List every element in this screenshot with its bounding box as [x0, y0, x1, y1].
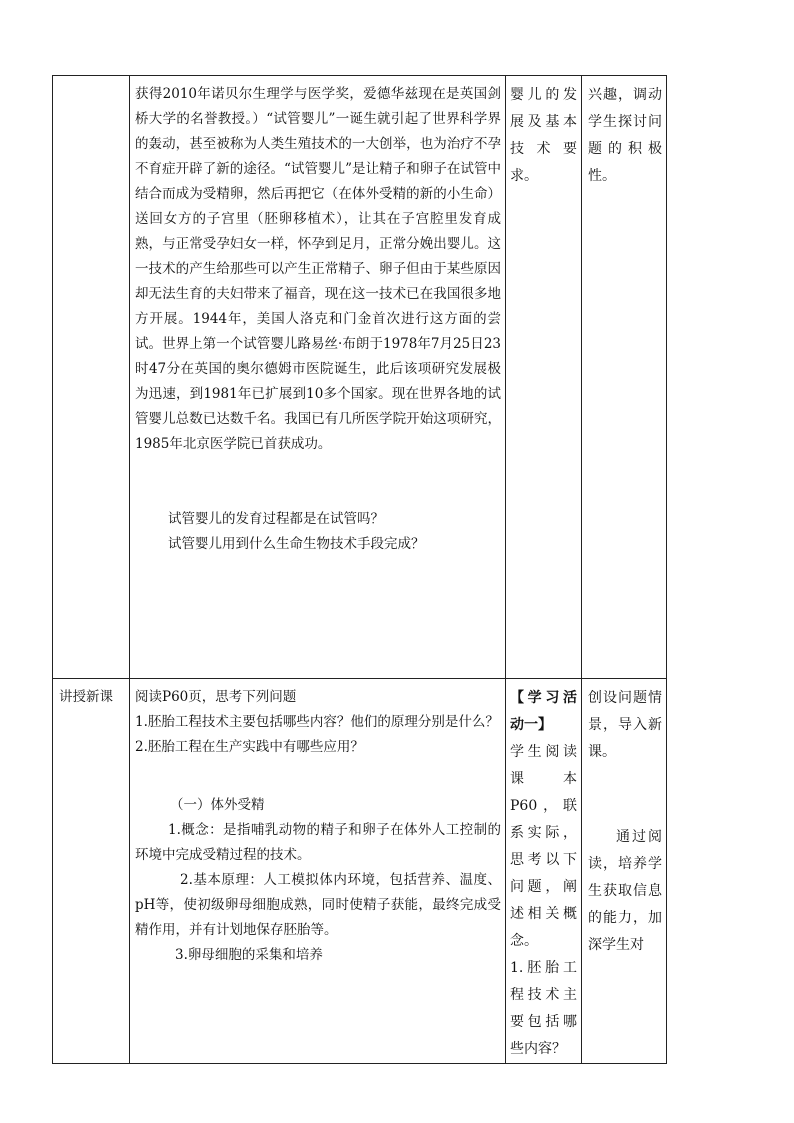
- question-text: 1.胚胎工程技术主要包括哪些内容？他们的原理分别是什么？: [135, 714, 499, 730]
- reading-instruction: 阅读P60页，思考下列问题: [135, 689, 297, 705]
- student-activity-cell: [506, 679, 582, 1064]
- principle-text: 2.基本原理：人工模拟体内环境，包括营养、温度、pH等，使初级卵母细胞成熟，同时使精子获能，最终完成受精作用，并有计划地保存胚胎等。: [135, 872, 501, 938]
- stage-cell: [53, 76, 130, 679]
- content-cell: [130, 679, 506, 1064]
- concept-text: 1.概念：是指哺乳动物的精子和卵子在体外人工控制的环境中完成受精过程的技术。: [135, 822, 501, 863]
- stage-label: [53, 76, 129, 82]
- background-paragraph: 获得2010年诺贝尔生理学与医学奖，爱德华兹现在是英国剑桥大学的名誉教授。）“试管婴儿”一诞生就引起了世界科学界的轰动，甚至被称为人类生殖技术的一大创举，也为治疗不孕不育症开辟了新的途径。“试管婴儿”是让精子和卵子在试管中结合而成为受精卵，然后再把它（在体外受精的新的小生命）送回女方的子宫里（胚卵移植术），让其在子宫腔里发育成熟，与正常受孕妇女一样，怀孕到足月，正常分娩出婴儿。这一技术的产生给那些可以产生正常精子、卵子但由于某些原因却无法生育的夫妇带来了福音，现在这一技术已在我国很多地方开展。1944年，美国人洛克和门金首次进行这方面的尝试。世界上第一个试管婴儿路易丝·布朗于1978年7月25日23时47分在英国的奥尔德姆市医院诞生，此后该项研究发展极为迅速，到1981年已扩展到10多个国家。现在世界各地的试管婴儿总数已达数千名。我国已有几所医学院开始这项研究，1985年北京医学院已首获成功。: [135, 86, 501, 452]
- question-text: 2.胚胎工程在生产实践中有哪些应用？: [135, 739, 364, 755]
- content-cell: [130, 76, 506, 679]
- student-activity-text: 婴儿的发展及基本技术要求。: [510, 87, 577, 184]
- design-intent-text: 创设问题情景，导入新课。: [588, 690, 662, 760]
- activity-title: 【学习活动一】: [510, 690, 577, 733]
- student-activity-cell: [506, 76, 582, 679]
- table-row: [53, 76, 667, 679]
- section-heading: （一）体外受精: [170, 797, 265, 813]
- design-intent-text: 通过阅读，培养学生获取信息的能力，加深学生对: [588, 829, 662, 953]
- design-intent-cell: [582, 76, 667, 679]
- student-activity-text: 学生阅读课本P60，联系实际，思考以下问题，阐述相关概念。: [510, 744, 577, 949]
- design-intent-text: 兴趣，调动学生探讨问题的积极性。: [588, 87, 662, 184]
- student-question-text: 1.胚胎工程技术主要包括哪些内容？: [510, 960, 577, 1057]
- question-text: 试管婴儿的发育过程都是在试管吗？: [168, 511, 384, 527]
- question-text: 试管婴儿用到什么生命生物技术手段完成？: [168, 536, 425, 552]
- stage-cell: [53, 679, 130, 1064]
- item-text: 3.卵母细胞的采集和培养: [175, 947, 323, 963]
- lesson-plan-table: [52, 75, 667, 1064]
- design-intent-cell: [582, 679, 667, 1064]
- table-row: [53, 679, 667, 1064]
- stage-label: 讲授新课: [59, 689, 113, 705]
